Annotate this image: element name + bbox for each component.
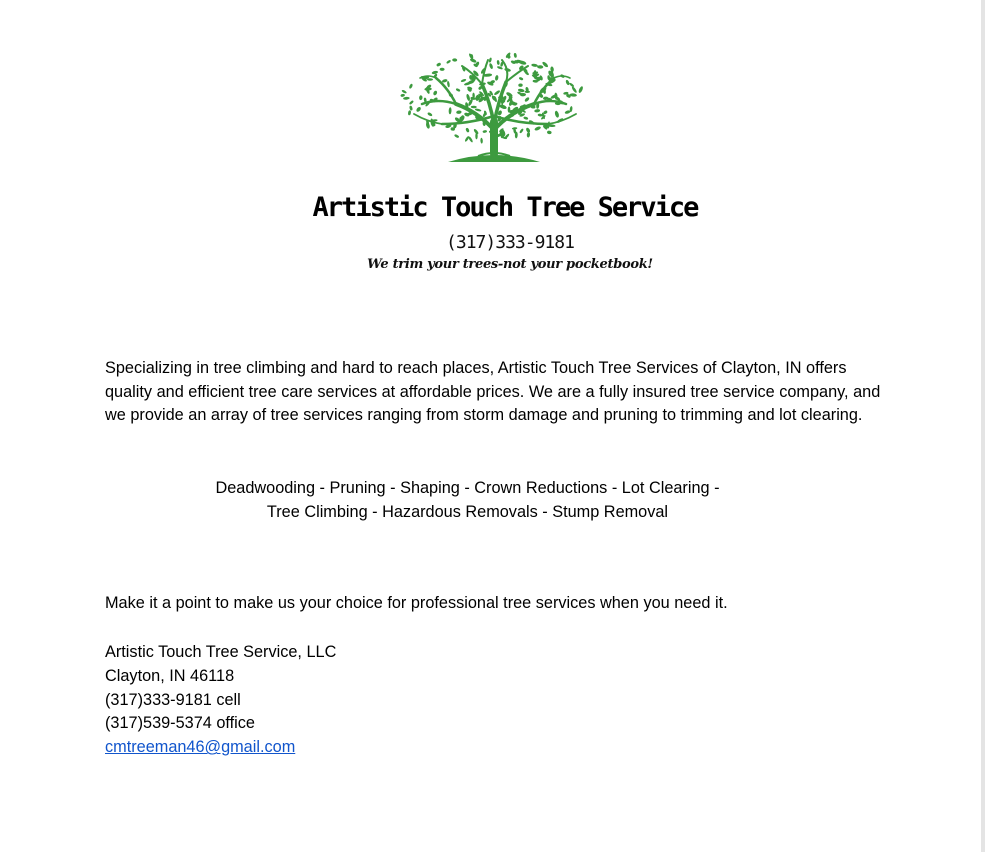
leaf: [497, 66, 503, 70]
city-state-zip: Clayton, IN 46118: [105, 666, 235, 685]
leaf: [495, 75, 499, 81]
leaf: [409, 100, 414, 105]
leaf: [403, 97, 410, 100]
company-slogan: We trim your trees-not your pocketbook!: [367, 257, 653, 272]
contact-block: [105, 641, 336, 760]
leaf: [447, 81, 450, 88]
leaf: [534, 126, 541, 132]
leaf: [452, 58, 457, 62]
leaf: [488, 57, 492, 62]
leaf: [416, 106, 422, 112]
leaf: [469, 58, 477, 64]
leaf: [524, 97, 530, 103]
services-list: [0, 476, 935, 524]
leaf: [497, 60, 500, 65]
leaf: [537, 65, 543, 69]
leaf: [518, 83, 522, 86]
leaf: [547, 130, 552, 134]
leaf: [454, 134, 460, 139]
leaf: [526, 132, 530, 138]
page-edge: [981, 0, 985, 852]
business-name: Artistic Touch Tree Service, LLC: [105, 643, 337, 661]
leaf: [571, 86, 577, 94]
leaf: [433, 90, 438, 96]
leaf: [534, 109, 540, 113]
leaf: [425, 122, 430, 129]
leaf: [460, 78, 466, 82]
leaf: [475, 108, 482, 112]
leaf: [456, 110, 462, 114]
leaf: [554, 110, 559, 118]
leaf: [401, 89, 407, 94]
leaf: [466, 94, 471, 102]
intro-paragraph: Specializing in tree climbing and hard to reach places, Artistic Touch Tree Services of Clayton, IN offers quality and efficient tree care services at affordable prices. We are a fully insured tree service company, and we provide an array of tree services ranging from storm damage and pruning to trimming and lot clearing.: [105, 359, 881, 424]
leaf: [565, 79, 570, 85]
cell-phone: (317)333-9181 cell: [105, 690, 241, 709]
leaf: [400, 94, 405, 98]
leaf: [440, 68, 445, 71]
leaf: [513, 53, 517, 58]
leaf: [569, 82, 575, 87]
leaf: [525, 91, 530, 93]
leaf: [531, 63, 538, 67]
leaf: [449, 107, 452, 114]
leaf: [489, 63, 494, 70]
leaf: [446, 59, 451, 64]
leaf: [465, 127, 470, 132]
office-phone: (317)539-5374 office: [105, 714, 255, 733]
leaf: [409, 105, 413, 110]
leaf: [519, 77, 524, 81]
services-line-1: Deadwooding - Pruning - Shaping - Crown Reductions - Lot Clearing -: [215, 479, 720, 497]
leaf: [427, 112, 433, 117]
leaf: [419, 95, 423, 100]
leaf: [424, 87, 432, 91]
email-link[interactable]: cmtreeman46@gmail.com: [105, 738, 296, 757]
leaf: [409, 83, 414, 89]
leaf: [480, 138, 483, 144]
leaf: [471, 106, 477, 109]
tree-ground: [448, 155, 540, 162]
leaf: [523, 116, 528, 120]
leaf: [519, 128, 524, 134]
leaf: [468, 136, 474, 143]
leaf: [408, 110, 412, 115]
leaf: [436, 62, 441, 67]
company-name: Artistic Touch Tree Service: [312, 192, 698, 223]
leaf: [506, 54, 511, 60]
leaf: [427, 78, 433, 80]
leaf: [482, 130, 487, 133]
leaf: [578, 86, 584, 94]
company-phone: (317)333-9181: [446, 232, 574, 253]
leaf: [456, 88, 461, 92]
tree-logo: [398, 52, 590, 174]
call-to-action: Make it a point to make us your choice for professional tree services when you need it.: [105, 594, 728, 612]
services-line-2: Tree Climbing - Hazardous Removals - Stump Removal: [266, 503, 669, 521]
leaf: [431, 70, 438, 74]
